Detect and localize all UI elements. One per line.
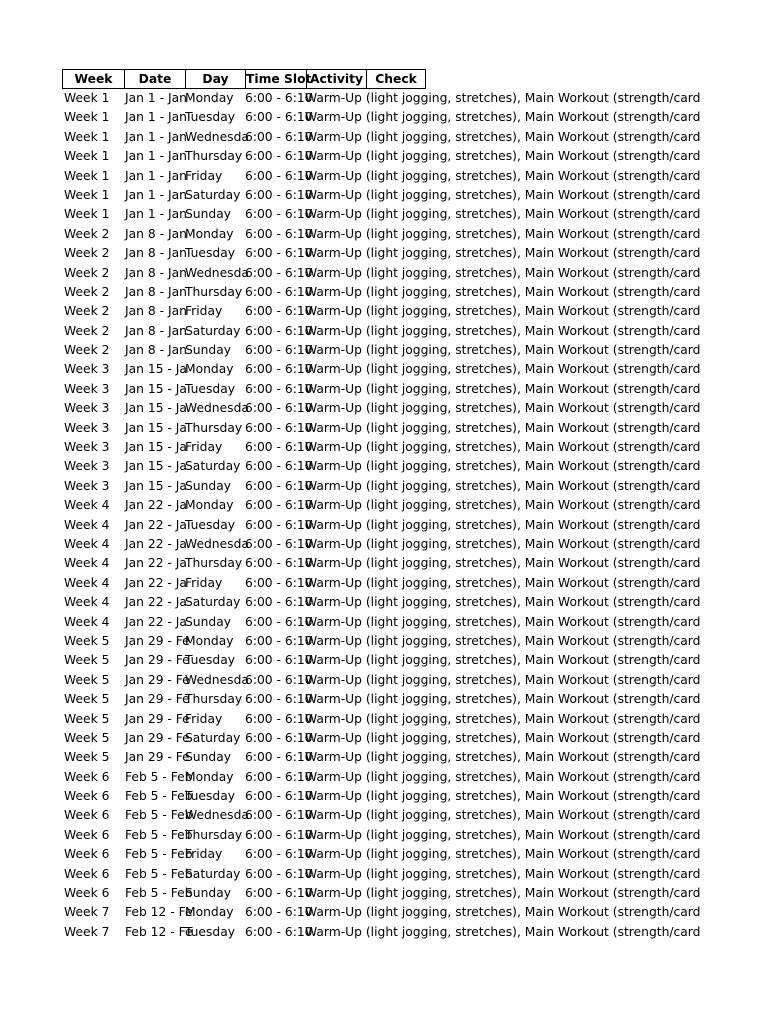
day-cell[interactable]: Friday bbox=[185, 168, 223, 183]
time-slot-cell[interactable]: 6:00 - 6:10 bbox=[245, 769, 313, 784]
week-cell[interactable]: Week 1 bbox=[64, 91, 110, 105]
date-cell[interactable]: Jan 1 - Jan bbox=[125, 129, 187, 144]
date-cell[interactable]: Jan 29 - Fe bbox=[125, 672, 190, 687]
day-cell[interactable]: Saturday bbox=[185, 187, 241, 202]
week-cell[interactable]: Week 7 bbox=[64, 905, 110, 920]
day-cell[interactable]: Sunday bbox=[185, 750, 232, 765]
time-slot-cell[interactable]: 6:00 - 6:10 bbox=[245, 440, 313, 455]
week-cell[interactable]: Week 2 bbox=[64, 265, 110, 280]
date-cell[interactable]: Jan 15 - Ja bbox=[125, 420, 187, 435]
week-cell[interactable]: Week 6 bbox=[64, 866, 110, 881]
table-row bbox=[62, 574, 701, 593]
date-cell[interactable]: Jan 22 - Ja bbox=[125, 614, 187, 629]
activity-cell[interactable]: Warm-Up (light jogging, stretches), Main Workout (strength/card bbox=[305, 362, 701, 377]
day-cell[interactable]: Monday bbox=[185, 633, 234, 648]
activity-cell[interactable]: Warm-Up (light jogging, stretches), Main Workout (strength/card bbox=[305, 226, 701, 241]
date-cell[interactable]: Jan 29 - Fe bbox=[125, 750, 190, 765]
week-cell[interactable]: Week 5 bbox=[64, 711, 110, 726]
day-cell[interactable]: Saturday bbox=[185, 323, 241, 338]
activity-cell[interactable]: Warm-Up (light jogging, stretches), Main Workout (strength/card bbox=[305, 459, 701, 474]
time-slot-cell[interactable]: 6:00 - 6:10 bbox=[245, 730, 313, 745]
day-cell[interactable]: Sunday bbox=[185, 207, 232, 222]
time-slot-cell[interactable]: 6:00 - 6:10 bbox=[245, 672, 313, 687]
table-row bbox=[62, 438, 701, 457]
time-slot-cell[interactable]: 6:00 - 6:10 bbox=[245, 478, 313, 493]
date-cell[interactable]: Jan 22 - Ja bbox=[125, 536, 187, 551]
activity-cell[interactable]: Warm-Up (light jogging, stretches), Main Workout (strength/card bbox=[305, 924, 701, 939]
activity-cell[interactable]: Warm-Up (light jogging, stretches), Main Workout (strength/card bbox=[305, 575, 701, 590]
week-cell[interactable]: Week 4 bbox=[64, 595, 110, 610]
date-cell[interactable]: Jan 29 - Fe bbox=[125, 730, 190, 745]
table-row bbox=[62, 341, 701, 360]
day-cell[interactable]: Wednesda bbox=[185, 129, 249, 144]
day-cell[interactable]: Sunday bbox=[185, 886, 232, 901]
activity-cell[interactable]: Warm-Up (light jogging, stretches), Main Workout (strength/card bbox=[305, 886, 701, 901]
activity-cell[interactable]: Warm-Up (light jogging, stretches), Main Workout (strength/card bbox=[305, 847, 701, 862]
table-row bbox=[62, 826, 701, 845]
week-cell[interactable]: Week 3 bbox=[64, 381, 110, 396]
time-slot-cell[interactable]: 6:00 - 6:10 bbox=[245, 886, 313, 901]
week-cell[interactable]: Week 6 bbox=[64, 808, 110, 823]
week-cell[interactable]: Week 3 bbox=[64, 440, 110, 455]
time-slot-cell[interactable]: 6:00 - 6:10 bbox=[245, 905, 313, 920]
time-slot-cell[interactable]: 6:00 - 6:10 bbox=[245, 789, 313, 804]
activity-cell[interactable]: Warm-Up (light jogging, stretches), Main Workout (strength/card bbox=[305, 207, 701, 222]
day-cell[interactable]: Tuesday bbox=[185, 789, 236, 804]
header-check: Check bbox=[366, 69, 426, 89]
table-row bbox=[62, 806, 701, 825]
activity-cell[interactable]: Warm-Up (light jogging, stretches), Main Workout (strength/card bbox=[305, 246, 701, 261]
week-cell[interactable]: Week 3 bbox=[64, 362, 110, 377]
table-row bbox=[62, 167, 701, 186]
table-row bbox=[62, 128, 701, 147]
activity-cell[interactable]: Warm-Up (light jogging, stretches), Main Workout (strength/card bbox=[305, 440, 701, 455]
activity-cell[interactable]: Warm-Up (light jogging, stretches), Main Workout (strength/card bbox=[305, 381, 701, 396]
table-row bbox=[62, 322, 701, 341]
day-cell[interactable]: Friday bbox=[185, 440, 223, 455]
week-cell[interactable]: Week 2 bbox=[64, 284, 110, 299]
day-cell[interactable]: Wednesda bbox=[185, 808, 249, 823]
time-slot-cell[interactable]: 6:00 - 6:10 bbox=[245, 284, 313, 299]
time-slot-cell[interactable]: 6:00 - 6:10 bbox=[245, 265, 313, 280]
table-row bbox=[62, 108, 701, 127]
date-cell[interactable]: Feb 5 - Feb bbox=[125, 847, 193, 862]
date-cell[interactable]: Jan 29 - Fe bbox=[125, 653, 190, 668]
week-cell[interactable]: Week 1 bbox=[64, 129, 110, 144]
activity-cell[interactable]: Warm-Up (light jogging, stretches), Main Workout (strength/card bbox=[305, 536, 701, 551]
table-row bbox=[62, 729, 701, 748]
table-row bbox=[62, 535, 701, 554]
day-cell[interactable]: Tuesday bbox=[185, 246, 236, 261]
week-cell[interactable]: Week 6 bbox=[64, 789, 110, 804]
date-cell[interactable]: Feb 5 - Feb bbox=[125, 769, 193, 784]
time-slot-cell[interactable]: 6:00 - 6:10 bbox=[245, 187, 313, 202]
date-cell[interactable]: Jan 8 - Jan bbox=[125, 343, 187, 358]
table-row bbox=[62, 845, 701, 864]
activity-cell[interactable]: Warm-Up (light jogging, stretches), Main Workout (strength/card bbox=[305, 420, 701, 435]
date-cell[interactable]: Jan 15 - Ja bbox=[125, 381, 187, 396]
time-slot-cell[interactable]: 6:00 - 6:10 bbox=[245, 362, 313, 377]
day-cell[interactable]: Sunday bbox=[185, 343, 232, 358]
activity-cell[interactable]: Warm-Up (light jogging, stretches), Main Workout (strength/card bbox=[305, 827, 701, 842]
week-cell[interactable]: Week 6 bbox=[64, 886, 110, 901]
activity-cell[interactable]: Warm-Up (light jogging, stretches), Main Workout (strength/card bbox=[305, 866, 701, 881]
table-row bbox=[62, 147, 701, 166]
activity-cell[interactable]: Warm-Up (light jogging, stretches), Main Workout (strength/card bbox=[305, 498, 701, 513]
activity-cell[interactable]: Warm-Up (light jogging, stretches), Main Workout (strength/card bbox=[305, 304, 701, 319]
day-cell[interactable]: Monday bbox=[185, 91, 234, 105]
time-slot-cell[interactable]: 6:00 - 6:10 bbox=[245, 168, 313, 183]
table-row bbox=[62, 554, 701, 573]
table-row bbox=[62, 865, 701, 884]
activity-cell[interactable]: Warm-Up (light jogging, stretches), Main Workout (strength/card bbox=[305, 91, 701, 105]
time-slot-cell[interactable]: 6:00 - 6:10 bbox=[245, 129, 313, 144]
week-cell[interactable]: Week 3 bbox=[64, 459, 110, 474]
time-slot-cell[interactable]: 6:00 - 6:10 bbox=[245, 498, 313, 513]
time-slot-cell[interactable]: 6:00 - 6:10 bbox=[245, 866, 313, 881]
date-cell[interactable]: Jan 1 - Jan bbox=[125, 207, 187, 222]
week-cell[interactable]: Week 2 bbox=[64, 343, 110, 358]
date-cell[interactable]: Jan 15 - Ja bbox=[125, 362, 187, 377]
day-cell[interactable]: Thursday bbox=[185, 556, 243, 571]
day-cell[interactable]: Saturday bbox=[185, 459, 241, 474]
table-row bbox=[62, 671, 701, 690]
activity-cell[interactable]: Warm-Up (light jogging, stretches), Main Workout (strength/card bbox=[305, 808, 701, 823]
activity-cell[interactable]: Warm-Up (light jogging, stretches), Main Workout (strength/card bbox=[305, 595, 701, 610]
table-row bbox=[62, 283, 701, 302]
time-slot-cell[interactable]: 6:00 - 6:10 bbox=[245, 847, 313, 862]
date-cell[interactable]: Jan 22 - Ja bbox=[125, 556, 187, 571]
time-slot-cell[interactable]: 6:00 - 6:10 bbox=[245, 692, 313, 707]
day-cell[interactable]: Saturday bbox=[185, 730, 241, 745]
date-cell[interactable]: Jan 8 - Jan bbox=[125, 323, 187, 338]
activity-cell[interactable]: Warm-Up (light jogging, stretches), Main Workout (strength/card bbox=[305, 517, 701, 532]
date-cell[interactable]: Jan 1 - Jan bbox=[125, 149, 187, 164]
activity-cell[interactable]: Warm-Up (light jogging, stretches), Main Workout (strength/card bbox=[305, 556, 701, 571]
activity-cell[interactable]: Warm-Up (light jogging, stretches), Main Workout (strength/card bbox=[305, 672, 701, 687]
day-cell[interactable]: Wednesda bbox=[185, 672, 249, 687]
activity-cell[interactable]: Warm-Up (light jogging, stretches), Main Workout (strength/card bbox=[305, 750, 701, 765]
week-cell[interactable]: Week 5 bbox=[64, 633, 110, 648]
date-cell[interactable]: Jan 8 - Jan bbox=[125, 284, 187, 299]
day-cell[interactable]: Thursday bbox=[185, 284, 243, 299]
day-cell[interactable]: Thursday bbox=[185, 692, 243, 707]
table-row bbox=[62, 186, 701, 205]
table-body bbox=[62, 89, 701, 942]
activity-cell[interactable]: Warm-Up (light jogging, stretches), Main Workout (strength/card bbox=[305, 614, 701, 629]
date-cell[interactable]: Jan 29 - Fe bbox=[125, 711, 190, 726]
day-cell[interactable]: Thursday bbox=[185, 420, 243, 435]
date-cell[interactable]: Jan 8 - Jan bbox=[125, 226, 187, 241]
time-slot-cell[interactable]: 6:00 - 6:10 bbox=[245, 827, 313, 842]
table-row bbox=[62, 768, 701, 787]
date-cell[interactable]: Feb 12 - Fe bbox=[125, 905, 193, 920]
date-cell[interactable]: Jan 1 - Jan bbox=[125, 187, 187, 202]
day-cell[interactable]: Saturday bbox=[185, 595, 241, 610]
date-cell[interactable]: Jan 1 - Jan bbox=[125, 168, 187, 183]
date-cell[interactable]: Jan 22 - Ja bbox=[125, 517, 187, 532]
day-cell[interactable]: Monday bbox=[185, 498, 234, 513]
week-cell[interactable]: Week 5 bbox=[64, 692, 110, 707]
time-slot-cell[interactable]: 6:00 - 6:10 bbox=[245, 750, 313, 765]
table-row bbox=[62, 787, 701, 806]
week-cell[interactable]: Week 4 bbox=[64, 575, 110, 590]
week-cell[interactable]: Week 4 bbox=[64, 556, 110, 571]
day-cell[interactable]: Tuesday bbox=[185, 110, 236, 125]
date-cell[interactable]: Feb 5 - Feb bbox=[125, 886, 193, 901]
table-row bbox=[62, 419, 701, 438]
time-slot-cell[interactable]: 6:00 - 6:10 bbox=[245, 401, 313, 416]
table-row bbox=[62, 923, 701, 942]
day-cell[interactable]: Saturday bbox=[185, 866, 241, 881]
week-cell[interactable]: Week 2 bbox=[64, 226, 110, 241]
week-cell[interactable]: Week 6 bbox=[64, 769, 110, 784]
time-slot-cell[interactable]: 6:00 - 6:10 bbox=[245, 536, 313, 551]
activity-cell[interactable]: Warm-Up (light jogging, stretches), Main Workout (strength/card bbox=[305, 711, 701, 726]
activity-cell[interactable]: Warm-Up (light jogging, stretches), Main Workout (strength/card bbox=[305, 692, 701, 707]
header-activity: Activity bbox=[306, 69, 366, 89]
table-row bbox=[62, 884, 701, 903]
date-cell[interactable]: Jan 15 - Ja bbox=[125, 401, 187, 416]
activity-cell[interactable]: Warm-Up (light jogging, stretches), Main Workout (strength/card bbox=[305, 110, 701, 125]
table-row bbox=[62, 710, 701, 729]
week-cell[interactable]: Week 3 bbox=[64, 478, 110, 493]
activity-cell[interactable]: Warm-Up (light jogging, stretches), Main Workout (strength/card bbox=[305, 187, 701, 202]
day-cell[interactable]: Thursday bbox=[185, 149, 243, 164]
table-row bbox=[62, 903, 701, 922]
time-slot-cell[interactable]: 6:00 - 6:10 bbox=[245, 246, 313, 261]
schedule-sheet bbox=[62, 69, 701, 942]
day-cell[interactable]: Monday bbox=[185, 905, 234, 920]
time-slot-cell[interactable]: 6:00 - 6:10 bbox=[245, 711, 313, 726]
date-cell[interactable]: Jan 22 - Ja bbox=[125, 498, 187, 513]
activity-cell[interactable]: Warm-Up (light jogging, stretches), Main Workout (strength/card bbox=[305, 769, 701, 784]
activity-cell[interactable]: Warm-Up (light jogging, stretches), Main Workout (strength/card bbox=[305, 789, 701, 804]
day-cell[interactable]: Monday bbox=[185, 769, 234, 784]
activity-cell[interactable]: Warm-Up (light jogging, stretches), Main Workout (strength/card bbox=[305, 905, 701, 920]
date-cell[interactable]: Feb 12 - Fe bbox=[125, 924, 193, 939]
date-cell[interactable]: Feb 5 - Feb bbox=[125, 808, 193, 823]
date-cell[interactable]: Jan 15 - Ja bbox=[125, 459, 187, 474]
week-cell[interactable]: Week 4 bbox=[64, 536, 110, 551]
date-cell[interactable]: Jan 8 - Jan bbox=[125, 304, 187, 319]
week-cell[interactable]: Week 4 bbox=[64, 517, 110, 532]
date-cell[interactable]: Jan 29 - Fe bbox=[125, 692, 190, 707]
table-row bbox=[62, 380, 701, 399]
week-cell[interactable]: Week 2 bbox=[64, 304, 110, 319]
day-cell[interactable]: Sunday bbox=[185, 478, 232, 493]
day-cell[interactable]: Monday bbox=[185, 226, 234, 241]
time-slot-cell[interactable]: 6:00 - 6:10 bbox=[245, 323, 313, 338]
table-row bbox=[62, 89, 701, 108]
day-cell[interactable]: Friday bbox=[185, 575, 223, 590]
table-row bbox=[62, 205, 701, 224]
activity-cell[interactable]: Warm-Up (light jogging, stretches), Main Workout (strength/card bbox=[305, 284, 701, 299]
header-week: Week bbox=[62, 69, 124, 89]
week-cell[interactable]: Week 1 bbox=[64, 168, 110, 183]
date-cell[interactable]: Jan 22 - Ja bbox=[125, 595, 187, 610]
week-cell[interactable]: Week 4 bbox=[64, 614, 110, 629]
activity-cell[interactable]: Warm-Up (light jogging, stretches), Main Workout (strength/card bbox=[305, 478, 701, 493]
time-slot-cell[interactable]: 6:00 - 6:10 bbox=[245, 595, 313, 610]
table-row bbox=[62, 477, 701, 496]
week-cell[interactable]: Week 6 bbox=[64, 827, 110, 842]
activity-cell[interactable]: Warm-Up (light jogging, stretches), Main Workout (strength/card bbox=[305, 343, 701, 358]
day-cell[interactable]: Monday bbox=[185, 362, 234, 377]
week-cell[interactable]: Week 4 bbox=[64, 498, 110, 513]
activity-cell[interactable]: Warm-Up (light jogging, stretches), Main Workout (strength/card bbox=[305, 265, 701, 280]
activity-cell[interactable]: Warm-Up (light jogging, stretches), Main Workout (strength/card bbox=[305, 633, 701, 648]
table-row bbox=[62, 399, 701, 418]
activity-cell[interactable]: Warm-Up (light jogging, stretches), Main Workout (strength/card bbox=[305, 149, 701, 164]
date-cell[interactable]: Jan 8 - Jan bbox=[125, 246, 187, 261]
week-cell[interactable]: Week 5 bbox=[64, 653, 110, 668]
date-cell[interactable]: Jan 15 - Ja bbox=[125, 440, 187, 455]
week-cell[interactable]: Week 5 bbox=[64, 730, 110, 745]
table-row bbox=[62, 632, 701, 651]
time-slot-cell[interactable]: 6:00 - 6:10 bbox=[245, 808, 313, 823]
day-cell[interactable]: Wednesda bbox=[185, 265, 249, 280]
week-cell[interactable]: Week 7 bbox=[64, 924, 110, 939]
table-row bbox=[62, 690, 701, 709]
week-cell[interactable]: Week 1 bbox=[64, 207, 110, 222]
week-cell[interactable]: Week 3 bbox=[64, 420, 110, 435]
time-slot-cell[interactable]: 6:00 - 6:10 bbox=[245, 614, 313, 629]
time-slot-cell[interactable]: 6:00 - 6:10 bbox=[245, 381, 313, 396]
time-slot-cell[interactable]: 6:00 - 6:10 bbox=[245, 149, 313, 164]
time-slot-cell[interactable]: 6:00 - 6:10 bbox=[245, 924, 313, 939]
date-cell[interactable]: Feb 5 - Feb bbox=[125, 866, 193, 881]
header-time-slot: Time Slot bbox=[245, 69, 306, 89]
day-cell[interactable]: Tuesday bbox=[185, 381, 236, 396]
time-slot-cell[interactable]: 6:00 - 6:10 bbox=[245, 420, 313, 435]
week-cell[interactable]: Week 6 bbox=[64, 847, 110, 862]
activity-cell[interactable]: Warm-Up (light jogging, stretches), Main Workout (strength/card bbox=[305, 168, 701, 183]
week-cell[interactable]: Week 2 bbox=[64, 246, 110, 261]
day-cell[interactable]: Friday bbox=[185, 711, 223, 726]
day-cell[interactable]: Sunday bbox=[185, 614, 232, 629]
week-cell[interactable]: Week 2 bbox=[64, 323, 110, 338]
week-cell[interactable]: Week 5 bbox=[64, 672, 110, 687]
time-slot-cell[interactable]: 6:00 - 6:10 bbox=[245, 575, 313, 590]
time-slot-cell[interactable]: 6:00 - 6:10 bbox=[245, 304, 313, 319]
date-cell[interactable]: Feb 5 - Feb bbox=[125, 827, 193, 842]
time-slot-cell[interactable]: 6:00 - 6:10 bbox=[245, 653, 313, 668]
week-cell[interactable]: Week 1 bbox=[64, 149, 110, 164]
date-cell[interactable]: Jan 1 - Jan bbox=[125, 110, 187, 125]
header-date: Date bbox=[124, 69, 185, 89]
day-cell[interactable]: Friday bbox=[185, 847, 223, 862]
time-slot-cell[interactable]: 6:00 - 6:10 bbox=[245, 207, 313, 222]
activity-cell[interactable]: Warm-Up (light jogging, stretches), Main Workout (strength/card bbox=[305, 323, 701, 338]
table-row bbox=[62, 613, 701, 632]
date-cell[interactable]: Jan 22 - Ja bbox=[125, 575, 187, 590]
week-cell[interactable]: Week 1 bbox=[64, 187, 110, 202]
week-cell[interactable]: Week 3 bbox=[64, 401, 110, 416]
table-row bbox=[62, 244, 701, 263]
day-cell[interactable]: Wednesda bbox=[185, 401, 249, 416]
activity-cell[interactable]: Warm-Up (light jogging, stretches), Main Workout (strength/card bbox=[305, 653, 701, 668]
date-cell[interactable]: Jan 8 - Jan bbox=[125, 265, 187, 280]
date-cell[interactable]: Jan 15 - Ja bbox=[125, 478, 187, 493]
day-cell[interactable]: Tuesday bbox=[185, 517, 236, 532]
day-cell[interactable]: Wednesda bbox=[185, 536, 249, 551]
table-row bbox=[62, 360, 701, 379]
day-cell[interactable]: Tuesday bbox=[185, 653, 236, 668]
time-slot-cell[interactable]: 6:00 - 6:10 bbox=[245, 226, 313, 241]
table-row bbox=[62, 516, 701, 535]
table-row bbox=[62, 225, 701, 244]
day-cell[interactable]: Tuesday bbox=[185, 924, 236, 939]
week-cell[interactable]: Week 5 bbox=[64, 750, 110, 765]
week-cell[interactable]: Week 1 bbox=[64, 110, 110, 125]
header-day: Day bbox=[185, 69, 245, 89]
table-header-row bbox=[62, 69, 668, 89]
time-slot-cell[interactable]: 6:00 - 6:10 bbox=[245, 556, 313, 571]
time-slot-cell[interactable]: 6:00 - 6:10 bbox=[245, 459, 313, 474]
table-row bbox=[62, 264, 701, 283]
time-slot-cell[interactable]: 6:00 - 6:10 bbox=[245, 517, 313, 532]
time-slot-cell[interactable]: 6:00 - 6:10 bbox=[245, 633, 313, 648]
table-row bbox=[62, 593, 701, 612]
day-cell[interactable]: Friday bbox=[185, 304, 223, 319]
date-cell[interactable]: Jan 29 - Fe bbox=[125, 633, 190, 648]
day-cell[interactable]: Thursday bbox=[185, 827, 243, 842]
table-row bbox=[62, 748, 701, 767]
time-slot-cell[interactable]: 6:00 - 6:10 bbox=[245, 110, 313, 125]
table-row bbox=[62, 496, 701, 515]
table-row bbox=[62, 457, 701, 476]
time-slot-cell[interactable]: 6:00 - 6:10 bbox=[245, 343, 313, 358]
activity-cell[interactable]: Warm-Up (light jogging, stretches), Main Workout (strength/card bbox=[305, 129, 701, 144]
activity-cell[interactable]: Warm-Up (light jogging, stretches), Main Workout (strength/card bbox=[305, 401, 701, 416]
time-slot-cell[interactable]: 6:00 - 6:10 bbox=[245, 91, 313, 105]
table-row bbox=[62, 302, 701, 321]
date-cell[interactable]: Jan 1 - Jan bbox=[125, 91, 187, 105]
date-cell[interactable]: Feb 5 - Feb bbox=[125, 789, 193, 804]
table-row bbox=[62, 651, 701, 670]
activity-cell[interactable]: Warm-Up (light jogging, stretches), Main Workout (strength/card bbox=[305, 730, 701, 745]
